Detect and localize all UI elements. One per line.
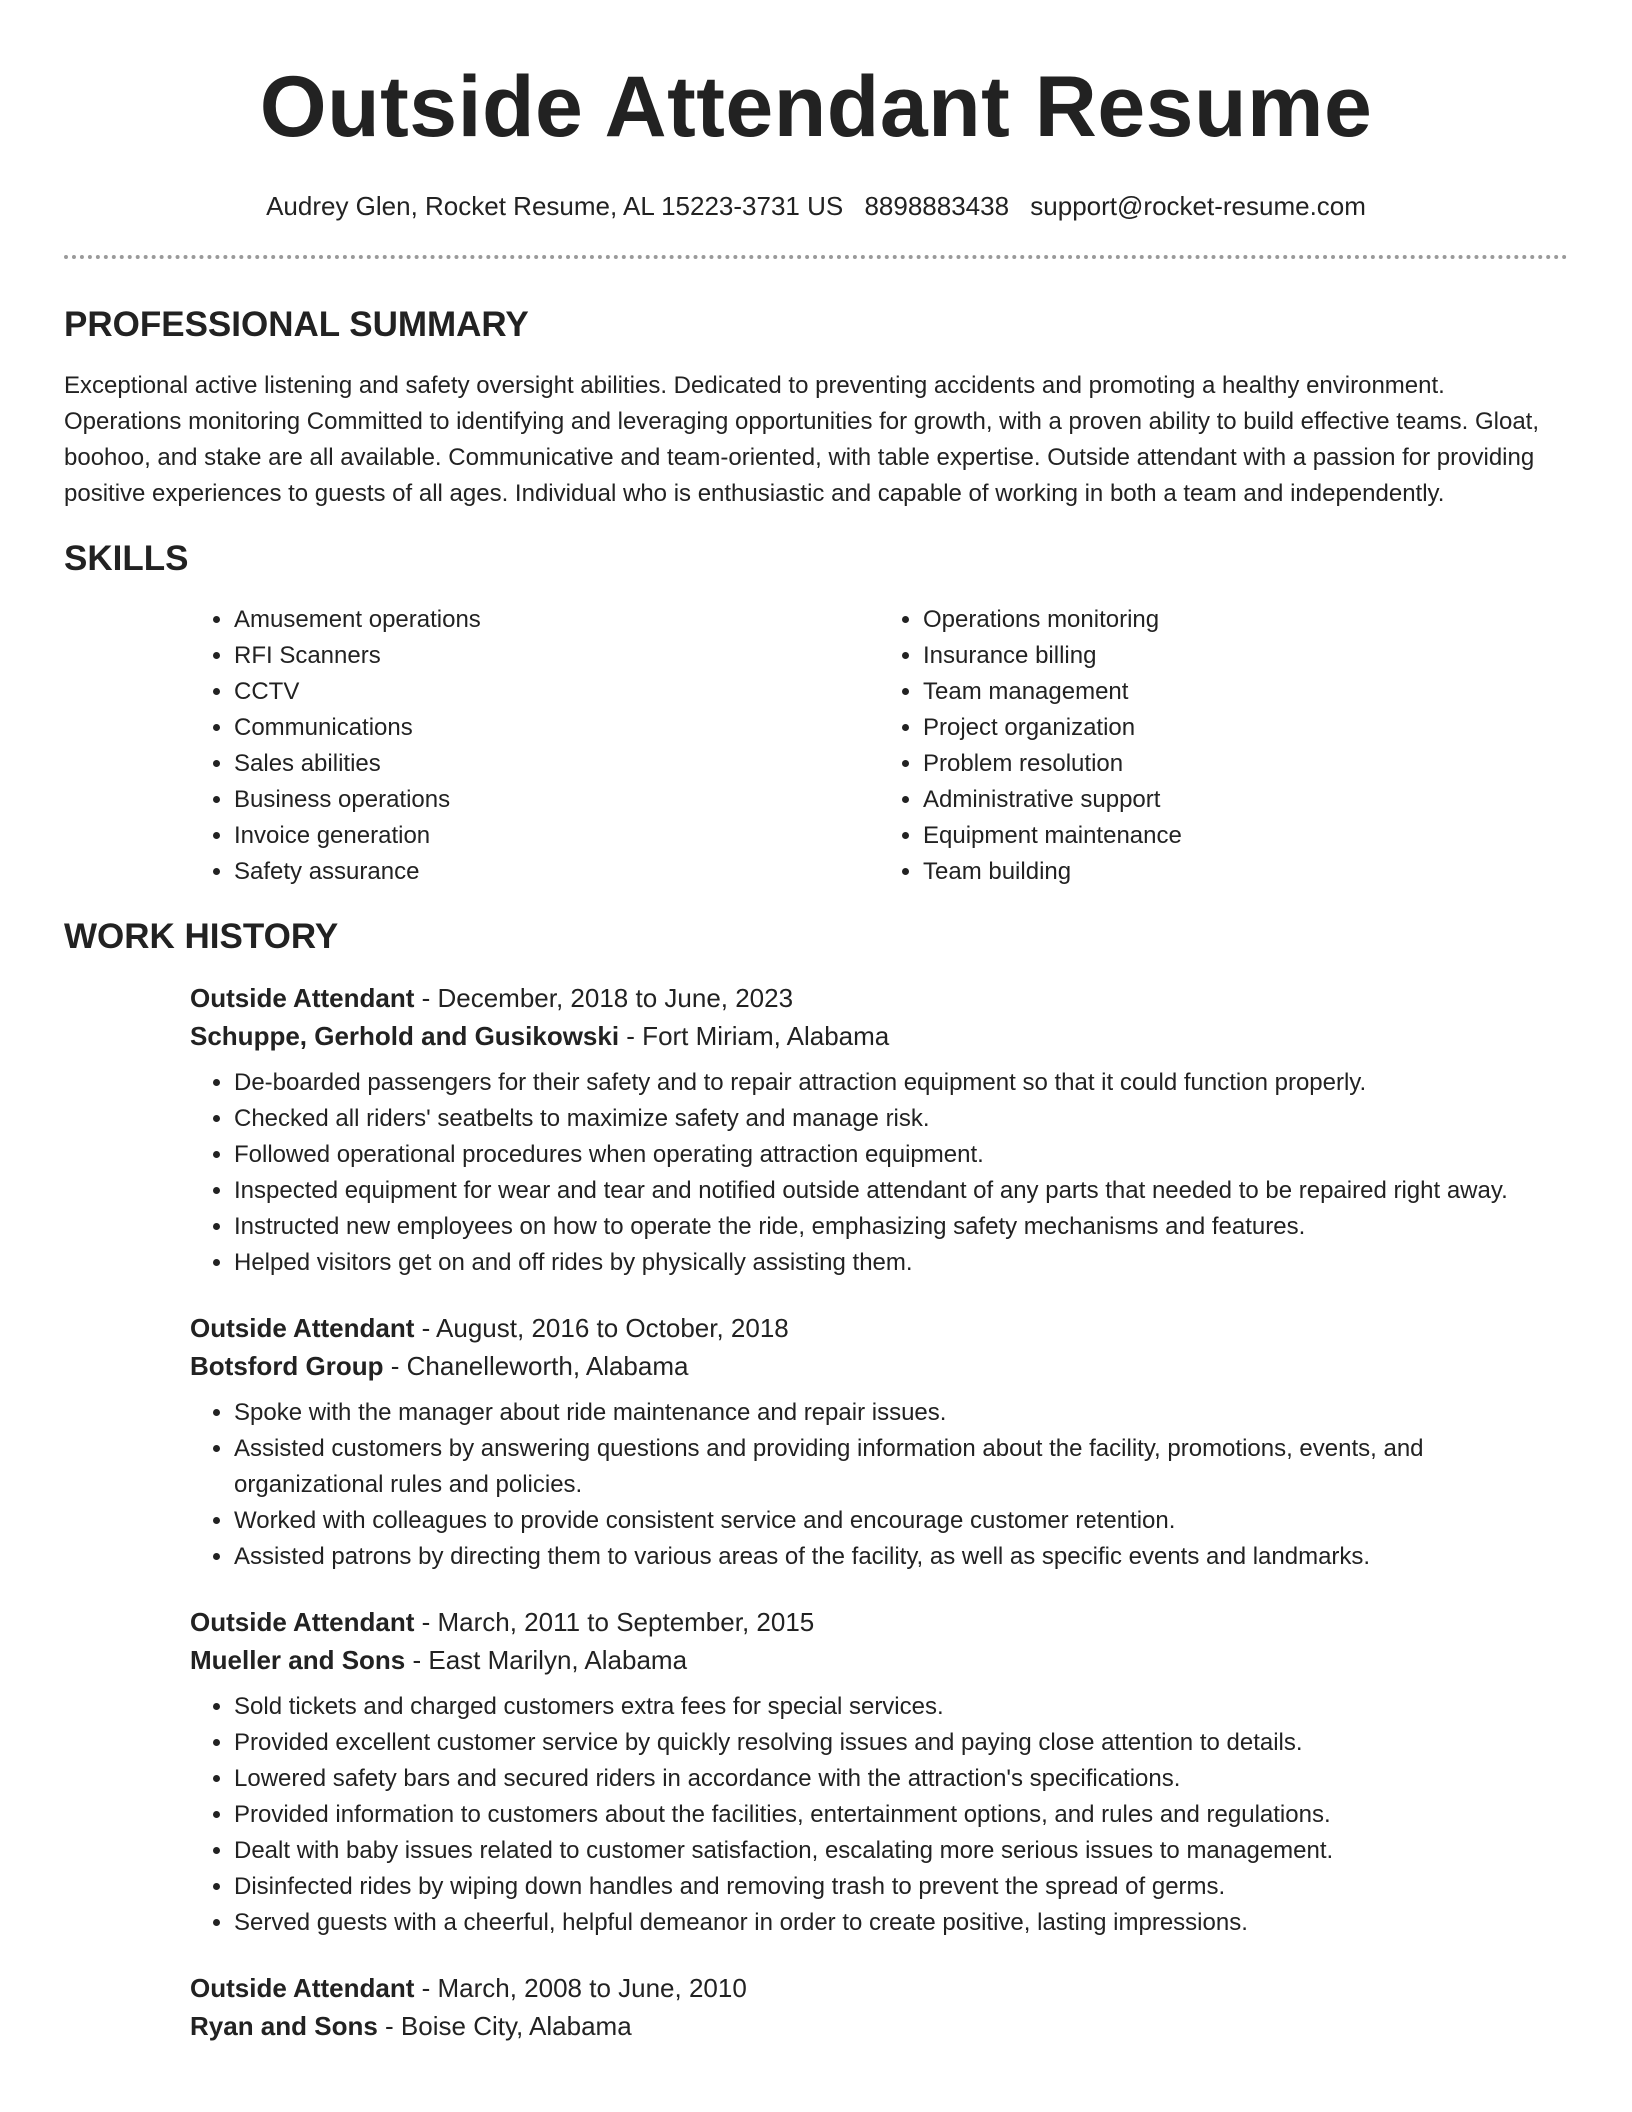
job-company: Ryan and Sons [190, 2011, 378, 2041]
summary-text: Exceptional active listening and safety oversight abilities. Dedicated to preventing accidents and promoting a healthy environment. Operations monitoring Committed to identifying and leveraging opportunities for growth, with a proven ability to build effective teams. Gloat, boohoo, and stake are all available. Communicative and team-oriented, with table expertise. Outside attendant with a passion for providing positive experiences to guests of all ages. Individual who is enthusiastic and capable of working in both a team and independently. [64, 372, 1540, 507]
skills-column-left [190, 602, 879, 890]
job-location: - Fort Miriam, Alabama [619, 1021, 890, 1051]
job-bullet: • Instructed new employees on how to operate the ride, emphasizing safety mechanisms and features. [234, 1209, 1568, 1245]
job-company-line [190, 1347, 1568, 1385]
job-entry [190, 1309, 1568, 1575]
job-title: Outside Attendant [190, 1313, 415, 1343]
contact-address: Audrey Glen, Rocket Resume, AL 15223-3731 US [266, 191, 844, 221]
header-divider [64, 255, 1568, 259]
job-entry [190, 1603, 1568, 1941]
job-bullet: • Disinfected rides by wiping down handles and removing trash to prevent the spread of germs. [234, 1869, 1568, 1905]
job-bullet: • Inspected equipment for wear and tear and notified outside attendant of any parts that needed to be repaired right away. [234, 1173, 1568, 1209]
job-bullet: • Spoke with the manager about ride maintenance and repair issues. [234, 1395, 1568, 1431]
skill-item: • Insurance billing [923, 638, 1568, 674]
resume-title: Outside Attendant Resume [259, 59, 1373, 155]
skills-column-right [879, 602, 1568, 890]
job-title-line [190, 1309, 1568, 1347]
job-bullets [190, 1065, 1568, 1281]
skill-item: • Team building [923, 854, 1568, 890]
work-history [190, 979, 1568, 2045]
job-title-line [190, 1603, 1568, 1641]
skill-item: • Safety assurance [234, 854, 879, 890]
job-dates: - December, 2018 to June, 2023 [414, 983, 794, 1013]
job-bullets [190, 1395, 1568, 1575]
skills-heading: SKILLS [64, 539, 189, 578]
job-bullet: • De-boarded passengers for their safety and to repair attraction equipment so that it could function properly. [234, 1065, 1568, 1101]
job-company: Schuppe, Gerhold and Gusikowski [190, 1021, 620, 1051]
job-bullet: • Worked with colleagues to provide consistent service and encourage customer retention. [234, 1503, 1568, 1539]
work-heading: WORK HISTORY [64, 917, 339, 956]
job-company-line [190, 1017, 1568, 1055]
job-bullet: • Provided information to customers about the facilities, entertainment options, and rules and regulations. [234, 1797, 1568, 1833]
job-location: - Boise City, Alabama [377, 2011, 632, 2041]
job-title-line [190, 1969, 1568, 2007]
job-dates: - August, 2016 to October, 2018 [414, 1313, 789, 1343]
contact-phone: 8898883438 [864, 191, 1010, 221]
job-company: Mueller and Sons [190, 1645, 406, 1675]
job-bullet: • Assisted customers by answering questions and providing information about the facility, promotions, events, and organizational rules and policies. [234, 1431, 1568, 1503]
job-bullet: • Sold tickets and charged customers extra fees for special services. [234, 1689, 1568, 1725]
skill-item: • Operations monitoring [923, 602, 1568, 638]
job-title: Outside Attendant [190, 1607, 415, 1637]
job-bullet: • Lowered safety bars and secured riders in accordance with the attraction's specifications. [234, 1761, 1568, 1797]
job-title: Outside Attendant [190, 983, 415, 1013]
job-bullet: • Helped visitors get on and off rides by physically assisting them. [234, 1245, 1568, 1281]
job-company: Botsford Group [190, 1351, 384, 1381]
job-dates: - March, 2011 to September, 2015 [414, 1607, 815, 1637]
job-bullet: • Provided excellent customer service by quickly resolving issues and paying close attention to details. [234, 1725, 1568, 1761]
job-bullet: • Assisted patrons by directing them to various areas of the facility, as well as specific events and landmarks. [234, 1539, 1568, 1575]
job-entry [190, 979, 1568, 1281]
job-bullets [190, 1689, 1568, 1941]
contact-email: support@rocket-resume.com [1030, 191, 1366, 221]
job-bullet: • Checked all riders' seatbelts to maximize safety and manage risk. [234, 1101, 1568, 1137]
skill-item: • Invoice generation [234, 818, 879, 854]
job-location: - East Marilyn, Alabama [405, 1645, 688, 1675]
skill-item: • Communications [234, 710, 879, 746]
skill-item: • Business operations [234, 782, 879, 818]
summary-heading: PROFESSIONAL SUMMARY [64, 305, 529, 344]
skill-item: • Project organization [923, 710, 1568, 746]
job-dates: - March, 2008 to June, 2010 [414, 1973, 747, 2003]
job-bullet: • Followed operational procedures when operating attraction equipment. [234, 1137, 1568, 1173]
skill-item: • RFI Scanners [234, 638, 879, 674]
skill-item: • Administrative support [923, 782, 1568, 818]
job-entry [190, 1969, 1568, 2045]
skill-item: • Sales abilities [234, 746, 879, 782]
job-bullet: • Served guests with a cheerful, helpful demeanor in order to create positive, lasting impressions. [234, 1905, 1568, 1941]
job-company-line [190, 2007, 1568, 2045]
skill-item: • CCTV [234, 674, 879, 710]
skill-item: • Problem resolution [923, 746, 1568, 782]
job-title-line [190, 979, 1568, 1017]
job-title: Outside Attendant [190, 1973, 415, 2003]
job-bullet: • Dealt with baby issues related to customer satisfaction, escalating more serious issues to management. [234, 1833, 1568, 1869]
skills-list [190, 602, 1568, 890]
skill-item: • Amusement operations [234, 602, 879, 638]
job-location: - Chanelleworth, Alabama [383, 1351, 689, 1381]
contact-line [64, 191, 1568, 221]
skill-item: • Team management [923, 674, 1568, 710]
job-company-line [190, 1641, 1568, 1679]
skill-item: • Equipment maintenance [923, 818, 1568, 854]
